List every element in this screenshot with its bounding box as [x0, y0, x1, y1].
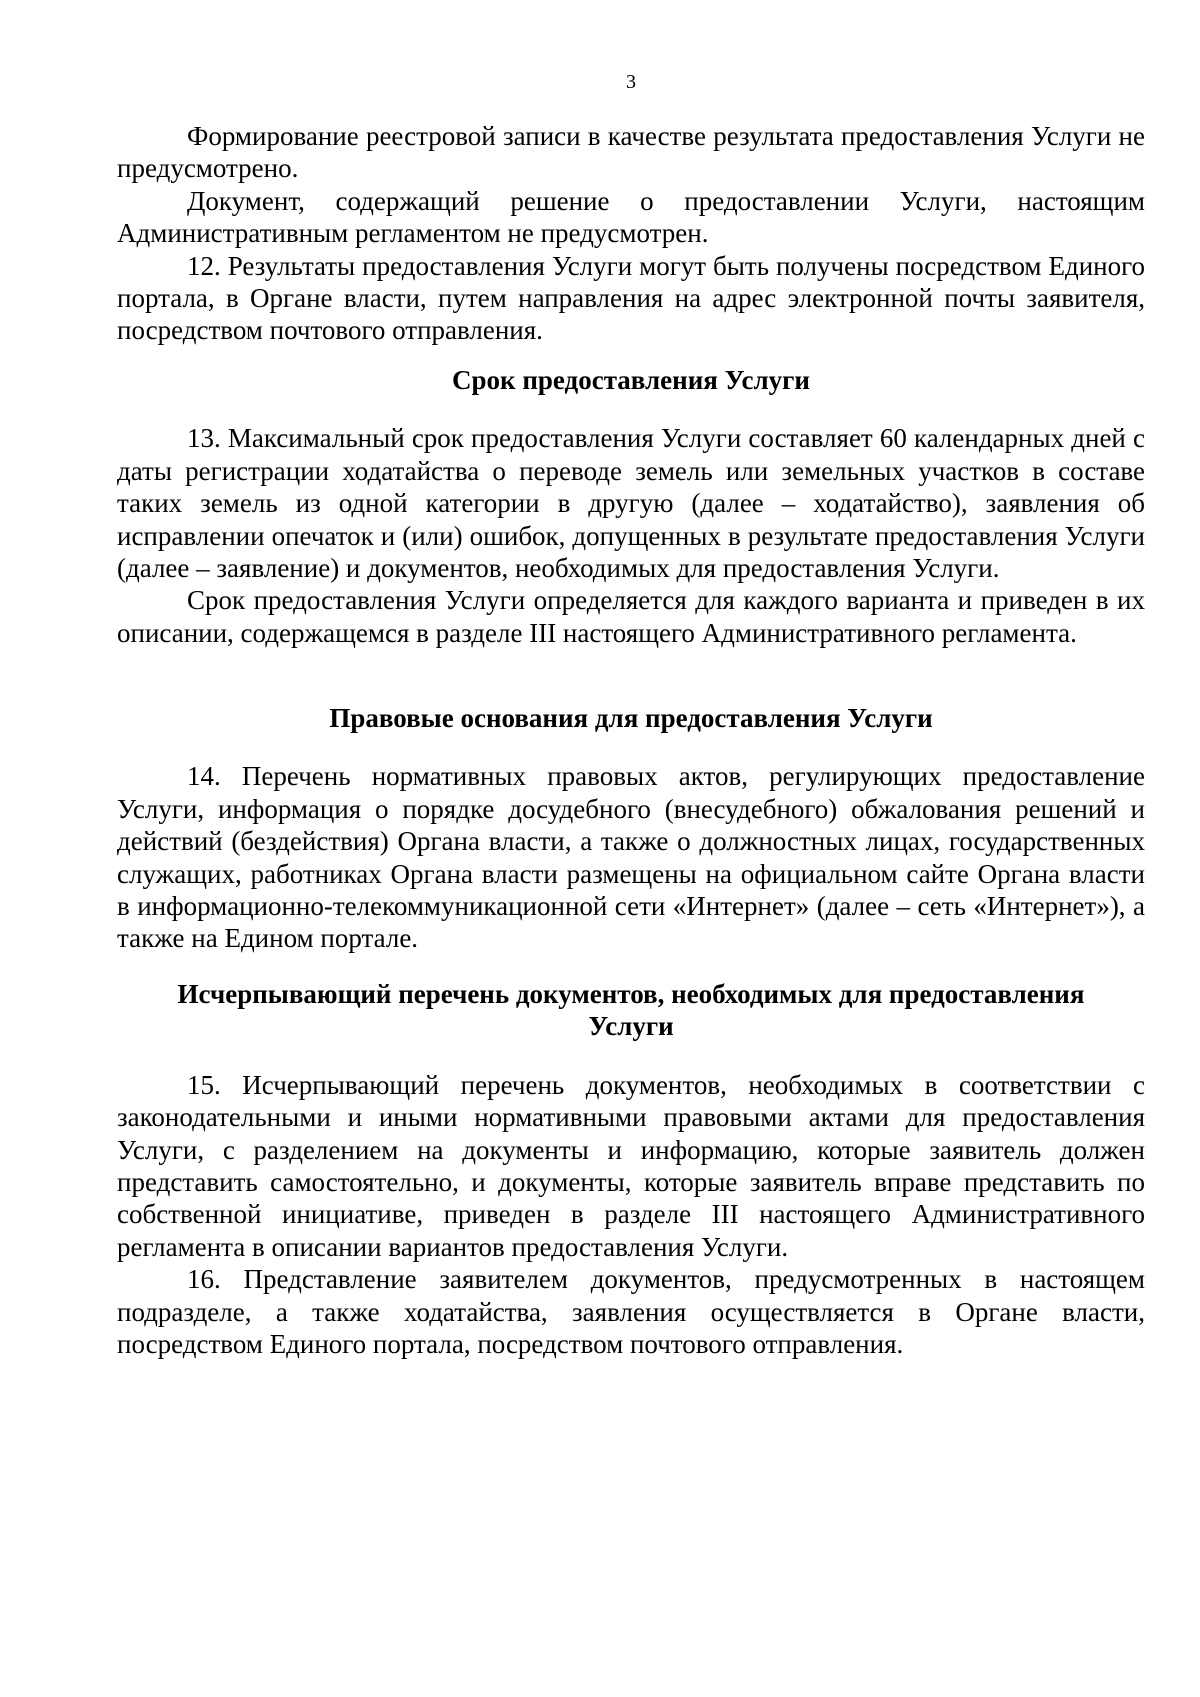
- section-docs: [117, 978, 1145, 1360]
- paragraph-12-results: 12. Результаты предоставления Услуги могут быть получены посредством Единого портала, в Органе власти, путем направления на адрес электронной почты заявителя, посредством почтового отправления.: [117, 250, 1145, 346]
- page-number: 3: [626, 71, 636, 93]
- section-heading-docs-line1: Исчерпывающий перечень документов, необходимых для предоставления: [177, 979, 1085, 1009]
- section-term: [117, 364, 1145, 649]
- paragraph-15-documents-list: 15. Исчерпывающий перечень документов, необходимых в соответствии с законодательными и иными нормативными правовыми актами для предоставления Услуги, с разделением на документы и информацию, которые заявитель должен представить самостоятельно, и документы, которые заявитель вправе представить по собственной инициативе, приведен в разделе III настоящего Административного регламента в описании вариантов предоставления Услуги.: [117, 1069, 1145, 1262]
- paragraph-registry-record: Формирование реестровой записи в качестве результата предоставления Услуги не предусмотрено.: [117, 121, 1145, 184]
- section-legal: [117, 702, 1145, 955]
- section-heading-legal: Правовые основания для предоставления Услуги: [329, 703, 933, 733]
- paragraph-13-max-term: 13. Максимальный срок предоставления Услуги составляет 60 календарных дней с даты регистрации ходатайства о переводе земель или земельных участков в составе таких земель из одной категории в другую (далее – ходатайство), заявления об исправлении опечаток и (или) ошибок, допущенных в результате предоставления Услуги (далее – заявление) и документов, необходимых для предоставления Услуги.: [117, 423, 1145, 584]
- section-heading-docs-line2: Услуги: [588, 1011, 674, 1042]
- section-heading-term: Срок предоставления Услуги: [452, 365, 810, 395]
- paragraph-term-variants: Срок предоставления Услуги определяется для каждого варианта и приведен в их описании, содержащемся в разделе III настоящего Административного регламента.: [117, 585, 1145, 648]
- paragraph-decision-document: Документ, содержащий решение о предоставлении Услуги, настоящим Административным регламентом не предусмотрен.: [117, 185, 1145, 249]
- paragraph-16-submission: 16. Представление заявителем документов, предусмотренных в настоящем подразделе, а также ходатайства, заявления осуществляется в Органе власти, посредством Единого портала, посредством почтового отправления.: [117, 1264, 1145, 1360]
- section-heading-docs: [117, 978, 1145, 1043]
- intro-section: [117, 120, 1145, 347]
- paragraph-14-legal-acts: 14. Перечень нормативных правовых актов, регулирующих предоставление Услуги, информация о порядке досудебного (внесудебного) обжалования решений и действий (бездействия) Органа власти, а также о должностных лицах, государственных служащих, работниках Органа власти размещены на официальном сайте Органа власти в информационно-телекоммуникационной сети «Интернет» (далее – сеть «Интернет»), а также на Едином портале.: [117, 761, 1145, 954]
